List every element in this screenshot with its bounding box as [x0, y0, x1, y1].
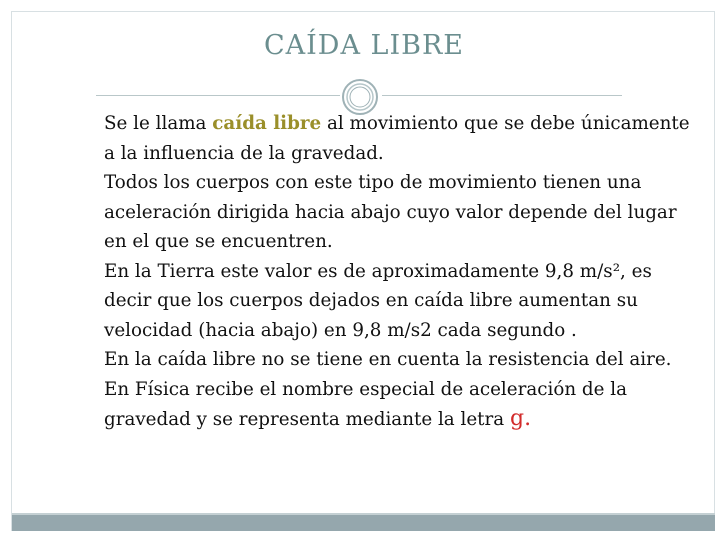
definition-suffix: al movimiento que se debe únicamente a la influencia de la gravedad.: [104, 113, 690, 164]
paragraph-gravity-letter: [104, 375, 704, 435]
slide-body: [104, 109, 704, 435]
title-divider-left: [96, 95, 340, 96]
paragraph-definition: [104, 109, 704, 168]
letter-g: g.: [509, 406, 532, 431]
paragraph-earth-value: En la Tierra este valor es de aproximadamente 9,8 m/s², es decir que los cuerpos dejados en caída libre aumentan su velocidad (hacia abajo) en 9,8 m/s2 cada segundo .: [104, 260, 652, 341]
definition-prefix: Se le llama: [104, 113, 213, 134]
footer-bar: [12, 513, 715, 531]
slide-title: CAÍDA LIBRE: [263, 30, 465, 61]
paragraph-air-resistance: En la caída libre no se tiene en cuenta la resistencia del aire.: [104, 349, 672, 370]
gravity-text: En Física recibe el nombre especial de aceleración de la gravedad y se representa mediante la letra: [104, 378, 627, 430]
title-divider-right: [382, 95, 622, 96]
paragraph-acceleration: Todos los cuerpos con este tipo de movimiento tienen una aceleración dirigida hacia abajo cuyo valor depende del lugar en el que se encuentren.: [104, 172, 677, 252]
highlight-caida-libre: caída libre: [212, 113, 322, 134]
